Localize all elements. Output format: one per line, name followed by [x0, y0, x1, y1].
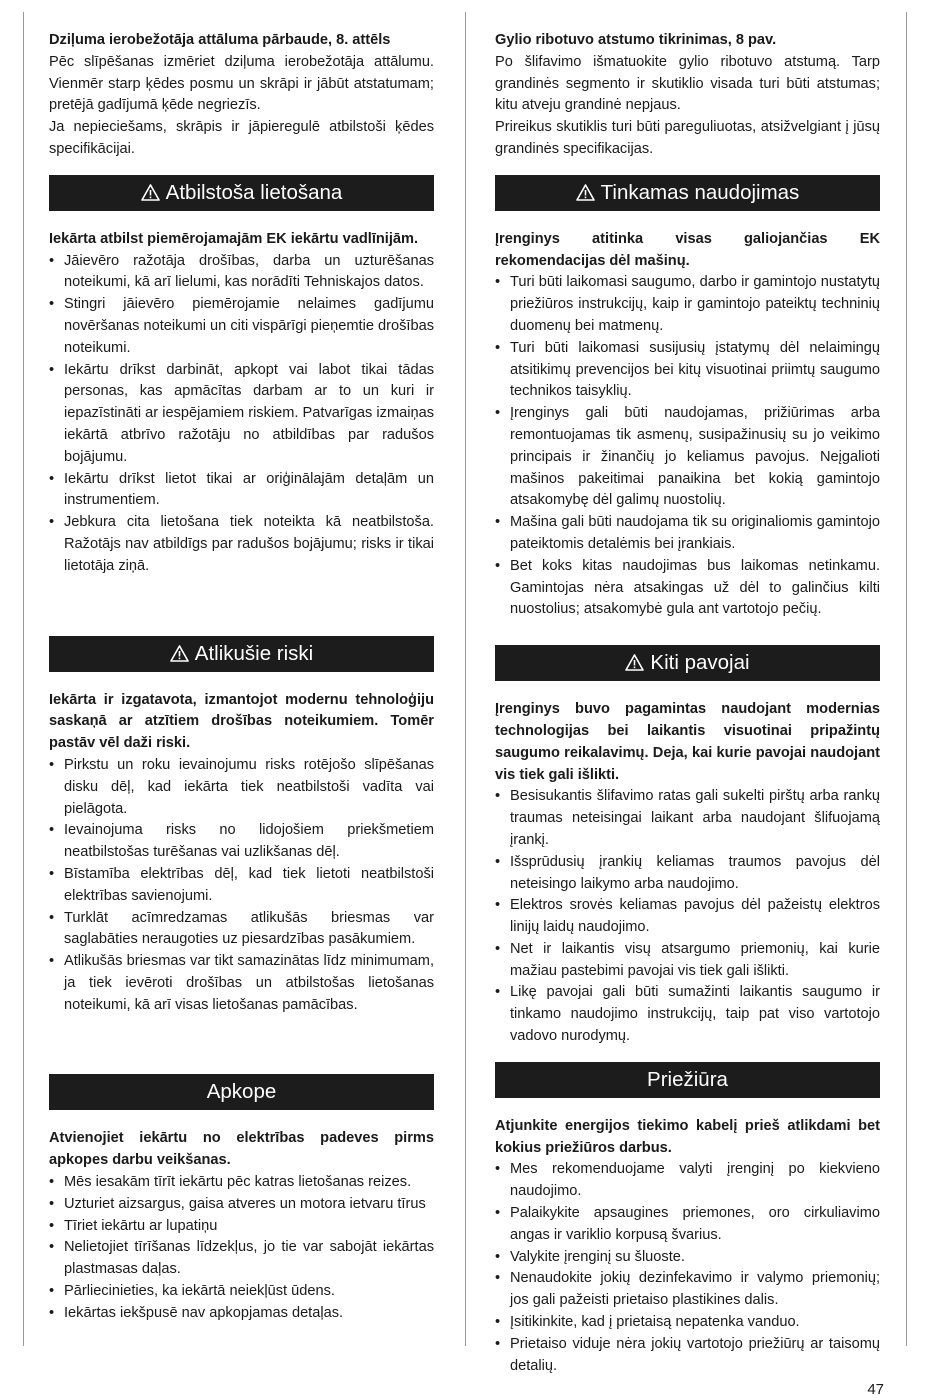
section-banner-maintenance — [495, 1062, 880, 1098]
section-lead: Įrenginys buvo pagamintas naudojant modernias technologijas bei laikantis visuotinai pripažintų saugumo reikalavimų. Deja, kai kurie pavojai naudojant vis tiek gali išlikti. — [495, 701, 880, 783]
section-banner-intended-use — [495, 175, 880, 211]
list-item: • Įrenginys gali būti naudojamas, prižiūrimas arba remontuojamas tik asmenų, susipažinusių su jo veikimo principais ir žinančių jo keliamus pavojus. Neįgalioti mašinos pakeitimai panaikina bet kokią gamintojo atsakomybę dėl galimų nuostolių. — [495, 403, 880, 512]
section-lead: Iekārta atbilst piemērojamajām EK iekārtu vadlīnijām. — [49, 230, 419, 247]
list-item: • Net ir laikantis visų atsargumo priemonių, kai kurie mažiau pastebimi pavojai vis tiek gali išlikti. — [495, 939, 880, 983]
right-margin-rule — [906, 12, 907, 1346]
warning-triangle-icon — [625, 647, 644, 683]
section-lead: Atjunkite energijos tiekimo kabelį prieš atlikdami bet kokius priežiūros darbus. — [495, 1117, 880, 1156]
bullet-list — [49, 755, 434, 1017]
section-banner-other-hazards — [495, 645, 880, 681]
list-item: • Uzturiet aizsargus, gaisa atveres un motora ietvaru tīrus — [49, 1194, 434, 1216]
bullet-list — [495, 1159, 880, 1377]
section-title: Apkope — [206, 1080, 277, 1104]
list-item: • Bet koks kitas naudojimas bus laikomas netinkamu. Gamintojas nėra atsakingas už dėl to galinčius kilti nuostolius; atsakomybė gula ant vartotojo pečių. — [495, 556, 880, 621]
list-item: • Įsitikinkite, kad į prietaisą nepatenka vanduo. — [495, 1312, 880, 1334]
list-item: • Pirkstu un roku ievainojumu risks rotējošo slīpēšanas disku dēļ, kad iekārta tiek neatbilstoši vadīta vai pielāgota. — [49, 755, 434, 820]
list-item: • Besisukantis šlifavimo ratas gali sukelti pirštų arba rankų traumas neteisingai laikant arba naudojant šlifuojamą įrankį. — [495, 786, 880, 851]
section-lead: Iekārta ir izgatavota, izmantojot modernu tehnoloģiju saskaņā ar atzītiem drošības noteikumiem. Tomēr pastāv vēl daži riski. — [49, 691, 434, 752]
page-number: 47 — [867, 1381, 884, 1398]
bullet-list — [495, 786, 880, 1048]
section-title: Priežiūra — [647, 1067, 728, 1091]
bullet-list — [49, 1172, 434, 1325]
warning-triangle-icon — [141, 177, 160, 213]
section-banner-intended-use — [49, 175, 434, 211]
list-item: • Likę pavojai gali būti sumažinti laikantis saugumo ir tinkamo naudojimo instrukcijų, taip pat viso vartotojo vadovo nurodymų. — [495, 982, 880, 1047]
list-item: • Iekārtu drīkst darbināt, apkopt vai labot tikai tādas personas, kas apmācītas darbam ar to un kuri ir iepazīstināti ar iespējamiem riskiem. Patvarīgas izmaiņas iekārtā atbrīvo ražotāju no atbildības par radušos bojājumu. — [49, 360, 434, 469]
bullet-list — [495, 272, 880, 621]
list-item: • Atlikušās briesmas var tikt samazinātas līdz minimumam, ja tiek ievēroti drošības un atbilstošas lietošanas noteikumi, kā arī visas lietošanas pamācības. — [49, 951, 434, 1016]
list-item: • Jebkura cita lietošana tiek noteikta kā neatbilstoša. Ražotājs nav atbildīgs par radušos bojājumu; risks ir tikai lietotāja ziņā. — [49, 512, 434, 577]
list-item: • Tīriet iekārtu ar lupatiņu — [49, 1216, 434, 1238]
warning-triangle-icon — [576, 177, 595, 213]
intro-body-2: Prireikus skutiklis turi būti pareguliuotas, atsižvelgiant į jūsų grandinės specifikacijas. — [495, 119, 880, 157]
section-lead: Įrenginys atitinka visas galiojančias EK rekomendacijas dėl mašinų. — [495, 230, 880, 269]
warning-triangle-icon — [170, 638, 189, 674]
intro-body-2: Ja nepieciešams, skrāpis ir jāpieregulē atbilstoši ķēdes specifikācijai. — [49, 119, 434, 157]
section-title: Kiti pavojai — [650, 651, 750, 675]
left-column — [49, 30, 434, 1325]
list-item: • Elektros srovės keliamas pavojus dėl pažeistų elektros linijų laidų naudojimo. — [495, 895, 880, 939]
section-banner-maintenance — [49, 1074, 434, 1110]
section-banner-residual-risks — [49, 636, 434, 672]
intro-heading: Dziļuma ierobežotāja attāluma pārbaude, 8. attēls — [49, 32, 391, 48]
list-item: • Turi būti laikomasi susijusių įstatymų dėl nelaimingų atsitikimų prevencijos bei kitų visuotinai priimtų saugumo technikos taisyklių. — [495, 338, 880, 403]
right-column — [495, 30, 880, 1377]
bullet-list — [49, 251, 434, 578]
list-item: • Mes rekomenduojame valyti įrenginį po kiekvieno naudojimo. — [495, 1159, 880, 1203]
list-item: • Nenaudokite jokių dezinfekavimo ir valymo priemonių; jos gali pažeisti prietaiso plastikines dalis. — [495, 1268, 880, 1312]
list-item: • Mēs iesakām tīrīt iekārtu pēc katras lietošanas reizes. — [49, 1172, 434, 1194]
intro-body: Pēc slīpēšanas izmēriet dziļuma ierobežotāja attālumu. Vienmēr starp ķēdes posmu un skrāpi ir jābūt atstatumam; pretējā gadījumā ķēde negriezīs. — [49, 53, 434, 114]
list-item: • Turklāt acīmredzamas atlikušās briesmas var saglabāties neraugoties uz piesardzības pasākumiem. — [49, 908, 434, 952]
list-item: • Bīstamība elektrības dēļ, kad tiek lietoti neatbilstoši elektrības savienojumi. — [49, 864, 434, 908]
list-item: • Išsprūdusių įrankių keliamas traumos pavojus dėl neteisingo laikymo arba naudojimo. — [495, 852, 880, 896]
list-item: • Iekārtu drīkst lietot tikai ar oriģinālajām detaļām un instrumentiem. — [49, 469, 434, 513]
list-item: • Jāievēro ražotāja drošības, darba un uzturēšanas noteikumi, kā arī lielumi, kas norādīti Tehniskajos datos. — [49, 251, 434, 295]
list-item: • Pārliecinieties, ka iekārtā neiekļūst ūdens. — [49, 1281, 434, 1303]
intro-body: Po šlifavimo išmatuokite gylio ribotuvo atstumą. Tarp grandinės segmento ir skutiklio visada turi būti atstumas; kitu atveju grandinė nepjaus. — [495, 53, 880, 114]
section-lead: Atvienojiet iekārtu no elektrības padeves pirms apkopes darbu veikšanas. — [49, 1130, 434, 1169]
list-item: • Ievainojuma risks no lidojošiem priekšmetiem neatbilstošas turēšanas vai uzlikšanas dēļ. — [49, 820, 434, 864]
list-item: • Nelietojiet tīrīšanas līdzekļus, jo tie var sabojāt iekārtas plastmasas daļas. — [49, 1237, 434, 1281]
list-item: • Valykite įrenginį su šluoste. — [495, 1247, 880, 1269]
list-item: • Prietaiso viduje nėra jokių vartotojo priežiūrų ar taisomų detalių. — [495, 1334, 880, 1378]
section-title: Tinkamas naudojimas — [600, 180, 800, 204]
list-item: • Palaikykite apsaugines priemones, oro cirkuliavimo angas ir variklio korpusą švarius. — [495, 1203, 880, 1247]
list-item: • Iekārtas iekšpusē nav apkopjamas detaļas. — [49, 1303, 434, 1325]
list-item: • Turi būti laikomasi saugumo, darbo ir gamintojo nustatytų priežiūros instrukcijų, kaip ir gamintojo pateiktų techninių duomenų bei matmenų. — [495, 272, 880, 337]
list-item: • Stingri jāievēro piemērojamie nelaimes gadījumu novēršanas noteikumi un citi vispārīgi pieņemtie drošības noteikumi. — [49, 294, 434, 359]
center-column-rule — [465, 12, 466, 1346]
section-title: Atbilstoša lietošana — [165, 180, 343, 204]
list-item: • Mašina gali būti naudojama tik su originaliomis gamintojo pateiktomis detalėmis bei įrankiais. — [495, 512, 880, 556]
left-margin-rule — [23, 12, 24, 1346]
section-title: Atlikušie riski — [194, 641, 314, 665]
intro-heading: Gylio ribotuvo atstumo tikrinimas, 8 pav. — [495, 32, 777, 48]
